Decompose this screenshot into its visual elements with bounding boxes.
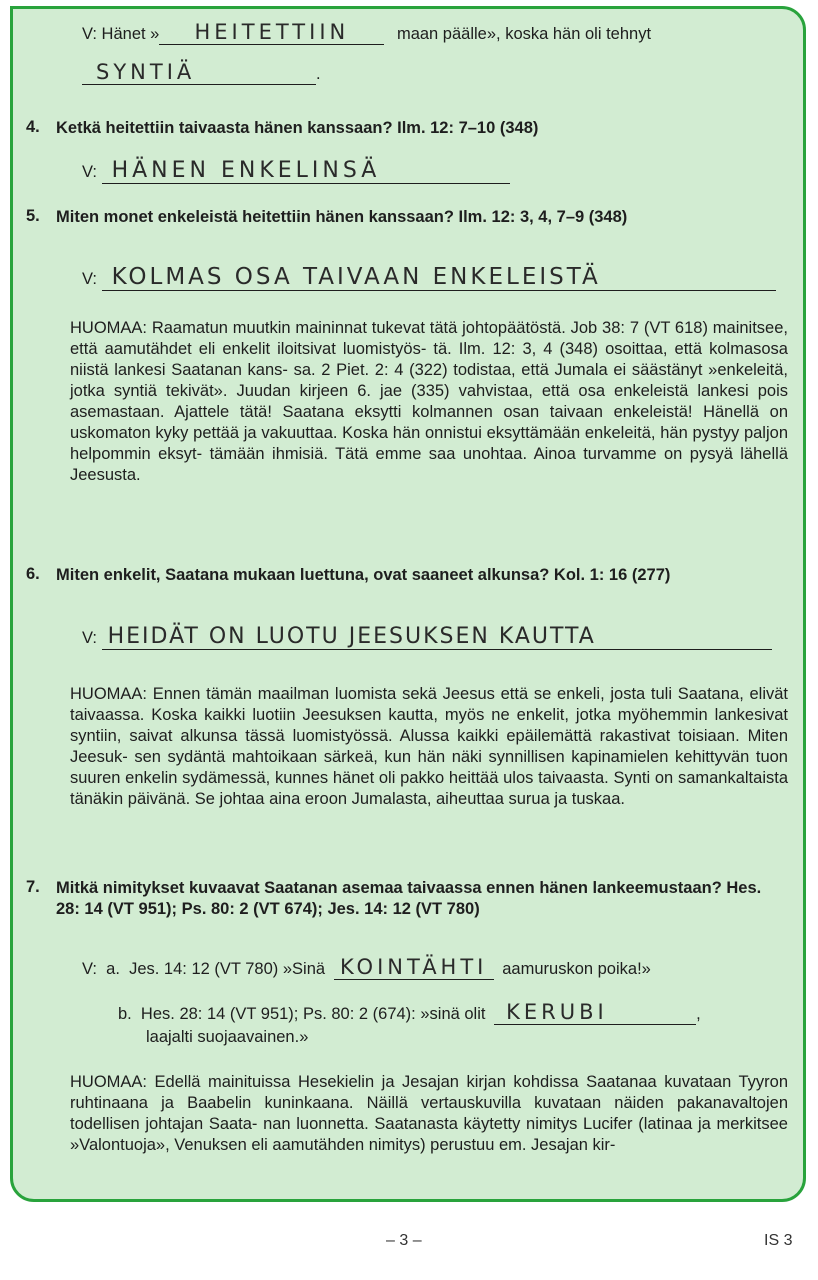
question-5-text: Miten monet enkeleistä heitettiin hänen kanssaan? Ilm. 12: 3, 4, 7–9 (348) <box>56 208 628 226</box>
top-answer-line <box>82 20 651 45</box>
question-number-4: 4. <box>26 118 40 136</box>
note-paragraph-q7: HUOMAA: Edellä mainituissa Hesekielin ja Jesajan kirjan kohdissa Saatanaa kuvataan Tyyron ruhtinaana ja Baabelin kuninkaana. Näillä vertauskuvilla kuvataan näiden pakanavaltojen todellisen johtajan Saata- nan luonnetta. Saatanasta käytetty nimitys Lucifer (latinaa ja merkitsee »Valontuoja», Venuksen eli aamutähden nimitys) perustuu em. Jesajan kir- <box>70 1073 788 1154</box>
question-7-answer-a <box>82 955 651 980</box>
note-paragraph-q6: HUOMAA: Ennen tämän maailman luomista sekä Jeesus että se enkeli, josta tuli Saatana, elivät taivaassa. Koska kaikki luotiin Jeesuksen kautta, myös ne enkelit, jotka myöhemmin lankesivat syntiin, saivat alkunsa tässä luomistyössä. Alussa kaikki epäilemättä rakastivat toisiaan. Miten Jeesuk- sen sydäntä mahtoikaan särkeä, kun hän näki synnillisen kapinamielen kehittyvän tuon suuren enkelin sydämessä, kunnes hänet oli pakko heittää ulos taivaasta. Synti on samankaltaista tänäkin päivänä. Se johtaa aina eroon Jumalasta, aiheuttaa surua ja tuskaa. <box>70 685 788 808</box>
question-number-6: 6. <box>26 565 40 583</box>
answer-field-heitettiin[interactable]: HEITETTIIN <box>159 20 384 45</box>
answer-field-syntia[interactable]: SYNTIÄ <box>82 60 316 85</box>
answer-field-q7a[interactable]: KOINTÄHTI <box>334 955 494 980</box>
answer-field-q6[interactable]: HEIDÄT ON LUOTU JEESUKSEN KAUTTA <box>102 624 772 650</box>
answer-label: V: <box>82 270 97 288</box>
answer-field-q4[interactable]: HÄNEN ENKELINSÄ <box>102 158 510 184</box>
answer-b-line2: laajalti suojaavainen.» <box>146 1028 309 1046</box>
question-number-5: 5. <box>26 207 40 225</box>
answer-label: V: <box>82 629 97 647</box>
answer-b-comma: , <box>696 1005 701 1023</box>
answer-label: V: <box>82 163 97 181</box>
question-4-text: Ketkä heitettiin taivaasta hänen kanssaan? Ilm. 12: 7–10 (348) <box>56 119 539 137</box>
question-6-text: Miten enkelit, Saatana mukaan luettuna, ovat saaneet alkunsa? Kol. 1: 16 (277) <box>56 566 671 584</box>
period: . <box>316 65 321 83</box>
question-number-7: 7. <box>26 878 40 896</box>
question-5-answer-line <box>82 264 776 291</box>
page-number: – 3 – <box>386 1232 422 1249</box>
answer-prefix: V: Hänet » <box>82 25 160 43</box>
document-code: IS 3 <box>764 1232 793 1249</box>
question-7-text: Mitkä nimitykset kuvaavat Saatanan asemaa taivaassa ennen hänen lankeemustaan? Hes. 28: 14 (VT 951); Ps. 80: 2 (VT 674); Jes. 14: 12 (VT 780) <box>56 879 762 918</box>
answer-a-suffix: aamuruskon poika!» <box>502 960 651 978</box>
answer-field-q7b[interactable]: KERUBI <box>494 1000 696 1025</box>
answer-suffix: maan päälle», koska hän oli tehnyt <box>396 25 652 43</box>
answer-b-prefix: b. Hes. 28: 14 (VT 951); Ps. 80: 2 (674): »sinä olit <box>118 1005 486 1023</box>
note-paragraph-q5: HUOMAA: Raamatun muutkin maininnat tukevat tätä johtopäätöstä. Job 38: 7 (VT 618) mainitsee, että aamutähdet eli enkelit iloitsivat luomistyös- tä. Ilm. 12: 3, 4 (348) osoittaa, että kolmasosa niistä lankesi Saatanan kans- sa. 2 Piet. 2: 4 (322) todistaa, että Jumala ei säästänyt »enkeleitä, jotka syntiä tekivät». Juudan kirjeen 6. jae (335) vahvistaa, että osa enkeleistä lankesi pois asemastaan. Ajattele tätä! Saatana eksytti kolmannen osan taivaan enkeleistä! Hänellä on uskomaton kyky pettää ja vakuuttaa. Koska hän onnistui eksyttämään enkeleitä, hän pystyy paljon helpommin eksyt- tämään ihmisiä. Tätä emme saa unohtaa. Ainoa turvamme on pysyä lähellä Jeesusta. <box>70 319 788 484</box>
question-4-answer-line <box>82 158 510 184</box>
answer-field-q5[interactable]: KOLMAS OSA TAIVAAN ENKELEISTÄ <box>102 264 776 291</box>
answer-a-prefix: V: a. Jes. 14: 12 (VT 780) »Sinä <box>82 960 326 978</box>
question-7-answer-b <box>118 1000 701 1025</box>
question-6-answer-line <box>82 624 772 650</box>
top-answer-line-2 <box>82 60 321 85</box>
